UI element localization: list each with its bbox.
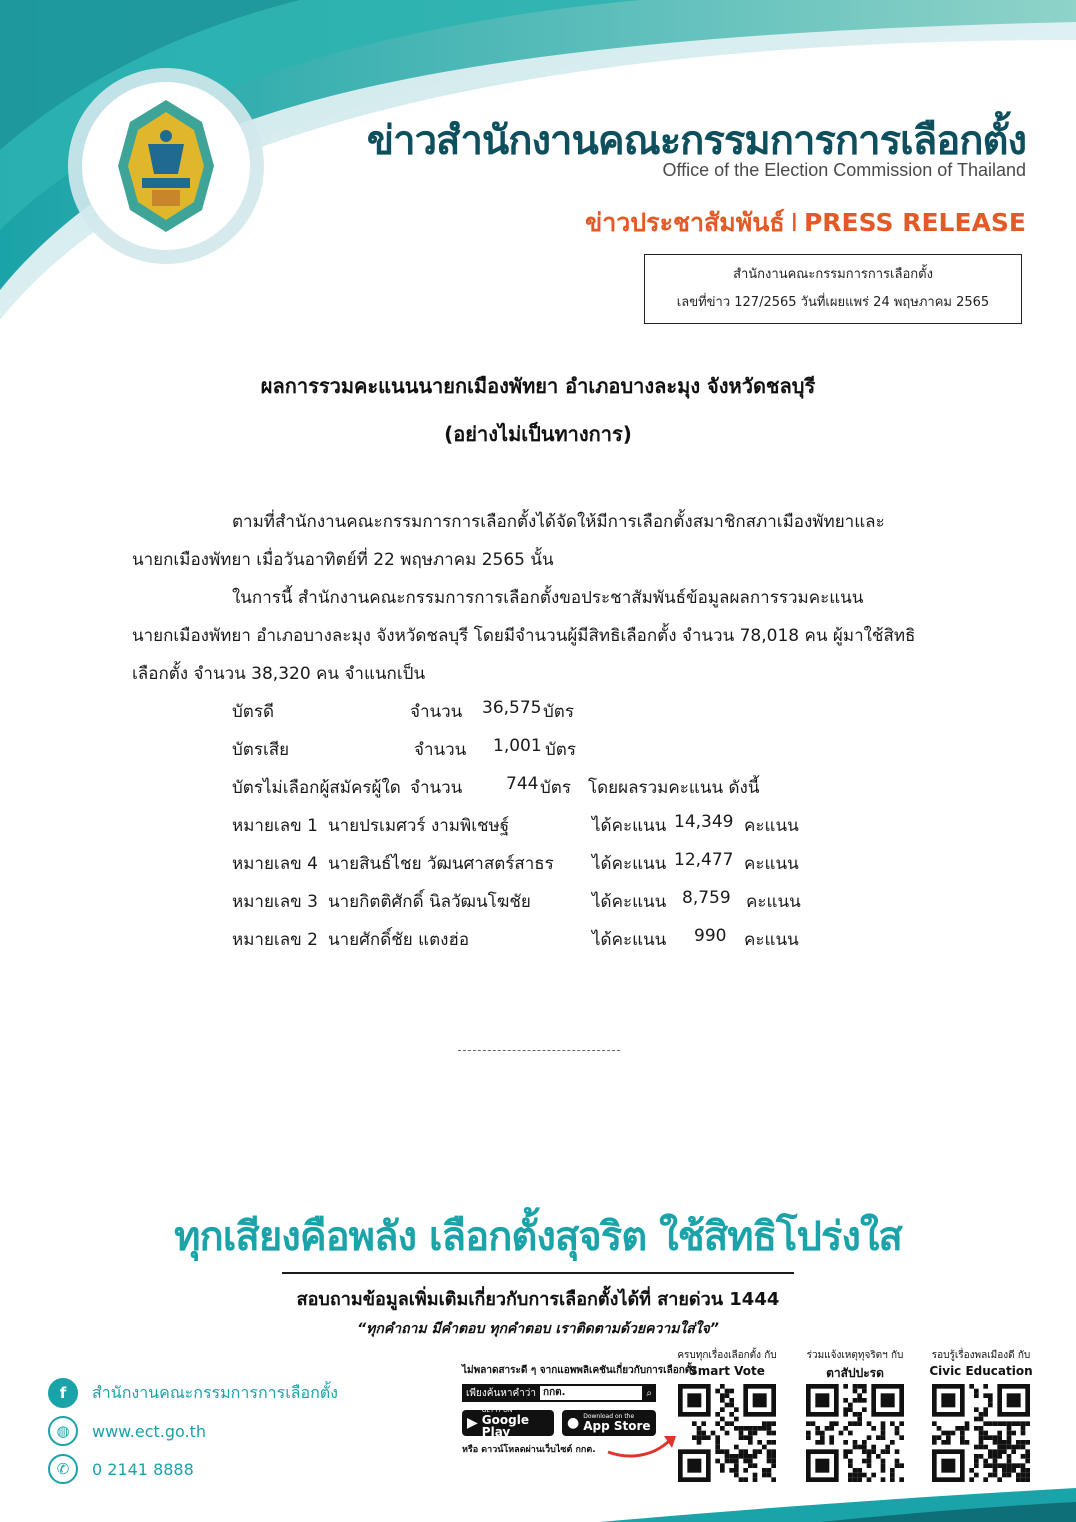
candidate-name: นายสินธ์ไชย วัฒนศาสตร์สาธร [328, 854, 554, 874]
document-title: ผลการรวมคะแนนนายกเมืองพัทยา อำเภอบางละมุง จังหวัดชลบุรี [260, 374, 816, 398]
contact-website[interactable] [48, 1414, 206, 1448]
ballot-unit: บัตร [545, 740, 576, 760]
web-download-text: หรือ ดาวน์โหลดผ่านเว็บไซต์ กกต. [462, 1445, 596, 1455]
motto-quote: “ทุกคำถาม มีคำตอบ ทุกคำตอบ เราติดตามด้วยความใส่ใจ” [357, 1321, 719, 1337]
candidate-unit: คะแนน [744, 816, 799, 836]
qr-caption: รอบรู้เรื่องพลเมืองดี กับ [931, 1350, 1031, 1361]
candidate-number: หมายเลข 3 [232, 892, 318, 912]
play-icon: ▶ [467, 1415, 478, 1431]
header-title-en: Office of the Election Commission of Thailand [662, 160, 1026, 180]
qr-code-civic-education[interactable] [932, 1384, 1030, 1482]
app-search-box [462, 1384, 656, 1402]
contact-text: www.ect.go.th [92, 1421, 207, 1441]
paragraph-line: ตามที่สำนักงานคณะกรรมการการเลือกตั้งได้จัดให้มีการเลือกตั้งสมาชิกสภาเมืองพัทยาและ [232, 512, 885, 532]
candidate-score: 990 [694, 926, 727, 946]
candidate-unit: คะแนน [744, 854, 799, 874]
candidate-score-label: ได้คะแนน [592, 930, 667, 950]
hotline-text: สอบถามข้อมูลเพิ่มเติมเกี่ยวกับการเลือกตั้งได้ที่ สายด่วน 1444 [296, 1289, 780, 1310]
candidate-row [0, 812, 1076, 836]
candidate-name: นายกิตติศักดิ์ นิลวัฒนโฆชัย [328, 892, 531, 912]
press-label-th: ข่าวประชาสัมพันธ์ [585, 208, 785, 237]
paragraph-line: นายกเมืองพัทยา เมื่อวันอาทิตย์ที่ 22 พฤษภาคม 2565 นั้น [132, 550, 554, 570]
ballot-count-label: จำนวน [410, 778, 463, 798]
paragraph-line: นายกเมืองพัทยา อำเภอบางละมุง จังหวัดชลบุรี โดยมีจำนวนผู้มีสิทธิเลือกตั้ง จำนวน 78,018 คน ผู้มาใช้สิทธิ [132, 626, 916, 646]
qr-code-smart-vote[interactable] [678, 1384, 776, 1482]
google-small-text: GET IT ON [481, 1407, 513, 1414]
ballot-unit: บัตร [540, 778, 571, 798]
contact-text: สำนักงานคณะกรรมการการเลือกตั้ง [92, 1382, 338, 1402]
ect-emblem-icon [82, 82, 250, 250]
ballot-count-label: จำนวน [414, 740, 467, 760]
candidate-row [0, 888, 1076, 912]
header-title-th: ข่าวสำนักงานคณะกรรมการการเลือกตั้ง [366, 118, 1026, 164]
apple-icon: ● [567, 1415, 580, 1431]
qr-caption: ร่วมแจ้งเหตุทุจริตฯ กับ [806, 1350, 904, 1361]
ect-logo [82, 82, 250, 250]
candidate-name: นายศักดิ์ชัย แตงฮ่อ [328, 930, 470, 950]
globe-icon: ◍ [48, 1416, 78, 1446]
candidate-number: หมายเลข 4 [232, 854, 318, 874]
candidate-number: หมายเลข 1 [232, 816, 318, 836]
slogan-underline [282, 1272, 794, 1274]
candidate-unit: คะแนน [744, 930, 799, 950]
press-label-en: PRESS RELEASE [803, 208, 1026, 237]
ballot-row [0, 698, 1076, 722]
search-keyword: กกต. [540, 1386, 642, 1400]
ballot-value: 744 [506, 774, 539, 794]
apple-small-text: Download on the [583, 1413, 635, 1420]
candidate-name: นายปรเมศวร์ งามพิเชษฐ์ [328, 816, 510, 836]
candidate-score-label: ได้คะแนน [592, 816, 667, 836]
google-big-text: Google Play [481, 1413, 529, 1439]
candidate-score-label: ได้คะแนน [592, 854, 667, 874]
contact-text: 0 2141 8888 [92, 1459, 194, 1479]
ballot-value: 36,575 [482, 698, 542, 718]
paragraph-line: ในการนี้ สำนักงานคณะกรรมการการเลือกตั้งขอประชาสัมพันธ์ข้อมูลผลการรวมคะแนน [232, 588, 864, 608]
candidate-row [0, 850, 1076, 874]
end-divider [458, 1050, 620, 1051]
contact-phone[interactable] [48, 1452, 194, 1486]
ballot-row [0, 774, 1076, 798]
paragraph-line: เลือกตั้ง จำนวน 38,320 คน จำแนกเป็น [132, 664, 426, 684]
candidate-score: 14,349 [674, 812, 734, 832]
phone-icon: ✆ [48, 1454, 78, 1484]
ballot-note: โดยผลรวมคะแนน ดังนี้ [588, 778, 760, 798]
candidate-score: 12,477 [674, 850, 734, 870]
ballot-row [0, 736, 1076, 760]
info-office: สำนักงานคณะกรรมการการเลือกตั้ง [733, 267, 933, 282]
ballot-value: 1,001 [493, 736, 542, 756]
google-play-badge[interactable] [462, 1407, 554, 1439]
candidate-score: 8,759 [682, 888, 731, 908]
press-separator: I [790, 208, 798, 237]
search-label: เพียงค้นหาคำว่า [466, 1387, 537, 1399]
candidate-score-label: ได้คะแนน [592, 892, 667, 912]
ballot-label: บัตรดี [232, 702, 275, 722]
qr-code-ta-sapparot[interactable] [806, 1384, 904, 1482]
ballot-label: บัตรไม่เลือกผู้สมัครผู้ใด [232, 778, 401, 798]
footer-decoration [0, 1488, 1076, 1522]
news-info-box [644, 254, 1022, 324]
facebook-icon: f [48, 1378, 78, 1408]
qr-caption: ครบทุกเรื่องเลือกตั้ง กับ [677, 1350, 777, 1361]
ballot-count-label: จำนวน [410, 702, 463, 722]
ballot-unit: บัตร [543, 702, 574, 722]
campaign-slogan: ทุกเสียงคือพลัง เลือกตั้งสุจริต ใช้สิทธิโปร่งใส [174, 1214, 902, 1260]
contact-facebook[interactable] [48, 1376, 338, 1410]
search-icon: ⌕ [646, 1387, 652, 1399]
press-release-label [585, 203, 1026, 243]
qr-title: ตาสัปปะรด [826, 1366, 884, 1380]
document-subtitle: (อย่างไม่เป็นทางการ) [444, 422, 632, 446]
info-news-number: เลขที่ข่าว 127/2565 วันที่เผยแพร่ 24 พฤษภาคม 2565 [676, 295, 990, 310]
qr-title: Smart Vote [689, 1364, 765, 1378]
red-arrow-icon [606, 1430, 678, 1460]
candidate-unit: คะแนน [746, 892, 801, 912]
ballot-label: บัตรเสีย [232, 740, 290, 760]
app-promo-headline: ไม่พลาดสาระดี ๆ จากแอพพลิเคชันเกี่ยวกับการเลือกตั้ง [462, 1365, 697, 1376]
candidate-number: หมายเลข 2 [232, 930, 318, 950]
candidate-row [0, 926, 1076, 950]
qr-title: Civic Education [929, 1364, 1033, 1378]
apple-big-text: App Store [583, 1419, 651, 1433]
